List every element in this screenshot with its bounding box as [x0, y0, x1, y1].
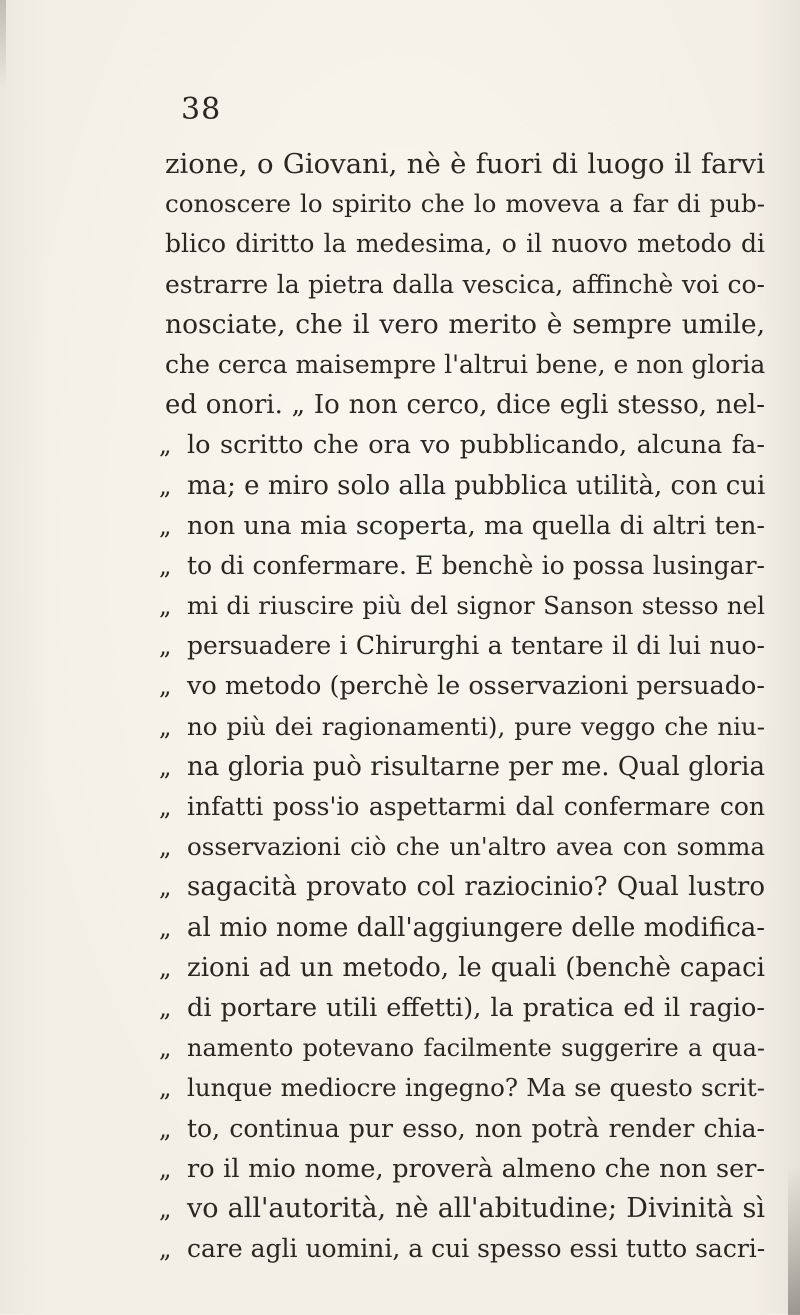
text-line-content: nosciate, che il vero merito è sempre umile,	[165, 308, 765, 340]
text-line-content: estrarre la pietra dalla vescica, affinchè voi co-	[165, 269, 765, 299]
text-line	[165, 144, 765, 184]
text-line	[159, 908, 766, 948]
text-line-content: ro il mio nome, proverà almeno che non ser-	[187, 1153, 765, 1184]
text-line-content: no più dei ragionamenti), pure veggo che niu-	[187, 711, 765, 741]
text-line	[159, 787, 765, 827]
text-line	[159, 1229, 766, 1269]
quotation-mark: „	[159, 551, 172, 580]
text-line-content: conoscere lo spirito che lo moveva a far di pub-	[165, 189, 765, 219]
text-line	[159, 506, 765, 546]
text-line	[165, 265, 765, 305]
quotation-mark: „	[159, 1235, 172, 1264]
text-line-content: al mio nome dall'aggiungere delle modifica-	[187, 912, 766, 943]
quotation-mark: „	[159, 752, 172, 781]
text-line-content: lo scritto che ora vo pubblicando, alcuna fa-	[187, 430, 765, 461]
text-line-content: che cerca maisempre l'altrui bene, e non gloria	[165, 349, 766, 379]
text-line	[159, 546, 765, 586]
text-line	[159, 1149, 765, 1189]
text-line-content: to di confermare. E benchè io possa lusingar-	[187, 550, 765, 580]
text-line-content: vo metodo (perchè le osservazioni persuado-	[187, 671, 765, 702]
quotation-mark: „	[159, 833, 172, 862]
text-line	[159, 425, 765, 465]
text-line-content: lunque mediocre ingegno? Ma se questo scrit-	[187, 1073, 765, 1103]
text-line	[159, 827, 765, 867]
quotation-mark: „	[159, 712, 172, 741]
text-line	[165, 385, 765, 425]
quotation-mark: „	[159, 793, 172, 821]
text-line-content: ma; e miro solo alla pubblica utilità, con cui	[187, 470, 766, 501]
text-line	[159, 466, 766, 506]
quotation-mark: „	[159, 1154, 172, 1183]
quotation-mark: „	[159, 913, 172, 942]
text-line	[159, 586, 765, 626]
text-line-content: na gloria può risultarne per me. Qual gloria	[187, 751, 765, 782]
quotation-mark: „	[159, 471, 172, 500]
quotation-mark: „	[159, 672, 172, 701]
text-line	[159, 1189, 765, 1229]
text-line	[165, 305, 765, 345]
text-line	[159, 988, 765, 1028]
text-line-content: infatti poss'io aspettarmi dal confermare con	[187, 792, 765, 821]
quotation-mark: „	[159, 511, 172, 540]
text-line-content: non una mia scoperta, ma quella di altri ten-	[187, 510, 765, 541]
body-text	[159, 144, 766, 1269]
page-edge-shadow	[788, 1165, 800, 1315]
text-line	[165, 345, 765, 385]
quotation-mark: „	[159, 431, 172, 460]
text-line-content: namento potevano facilmente suggerire a qua-	[187, 1034, 765, 1063]
text-line-content: ed onori. „ Io non cerco, dice egli stesso, nel-	[165, 390, 765, 421]
quotation-mark: „	[159, 632, 172, 661]
quotation-mark: „	[159, 1114, 172, 1143]
quotation-mark: „	[159, 1194, 172, 1223]
quotation-mark: „	[159, 592, 172, 621]
quotation-mark: „	[159, 953, 172, 982]
text-line	[159, 626, 765, 666]
text-line	[159, 1109, 765, 1149]
text-line	[165, 224, 765, 264]
text-line-content: sagacità provato col raziocinio? Qual lustro	[187, 872, 765, 903]
text-line-content: mi di riuscire più del signor Sanson stesso nel	[187, 591, 765, 621]
text-line	[159, 747, 765, 787]
text-line-content: to, continua pur esso, non potrà render chia-	[187, 1113, 765, 1143]
quotation-mark: „	[159, 1074, 172, 1103]
text-line-content: osservazioni ciò che un'altro avea con somma	[187, 832, 765, 862]
text-line-content: zione, o Giovani, nè è fuori di luogo il farvi	[165, 148, 765, 180]
text-line	[159, 948, 765, 988]
text-line-content: di portare utili effetti), la pratica ed il ragio-	[187, 992, 765, 1023]
text-line	[159, 666, 765, 706]
text-line	[159, 1068, 765, 1108]
text-line	[165, 184, 765, 224]
page-edge-shadow	[0, 0, 6, 90]
text-line-content: care agli uomini, a cui spesso essi tutto sacri-	[187, 1234, 766, 1264]
text-line-content: vo all'autorità, nè all'abitudine; Divinità sì	[187, 1192, 765, 1224]
text-line-content: zioni ad un metodo, le quali (benchè capaci	[187, 952, 765, 983]
page-number: 38	[181, 92, 222, 127]
text-line	[159, 707, 765, 747]
text-line-content: blico diritto la medesima, o il nuovo metodo di	[165, 229, 765, 259]
text-line	[159, 867, 765, 907]
quotation-mark: „	[159, 1034, 172, 1063]
quotation-mark: „	[159, 993, 172, 1022]
quotation-mark: „	[159, 873, 172, 902]
text-line	[159, 1028, 765, 1068]
text-line-content: persuadere i Chirurghi a tentare il di lui nuo-	[187, 631, 765, 661]
